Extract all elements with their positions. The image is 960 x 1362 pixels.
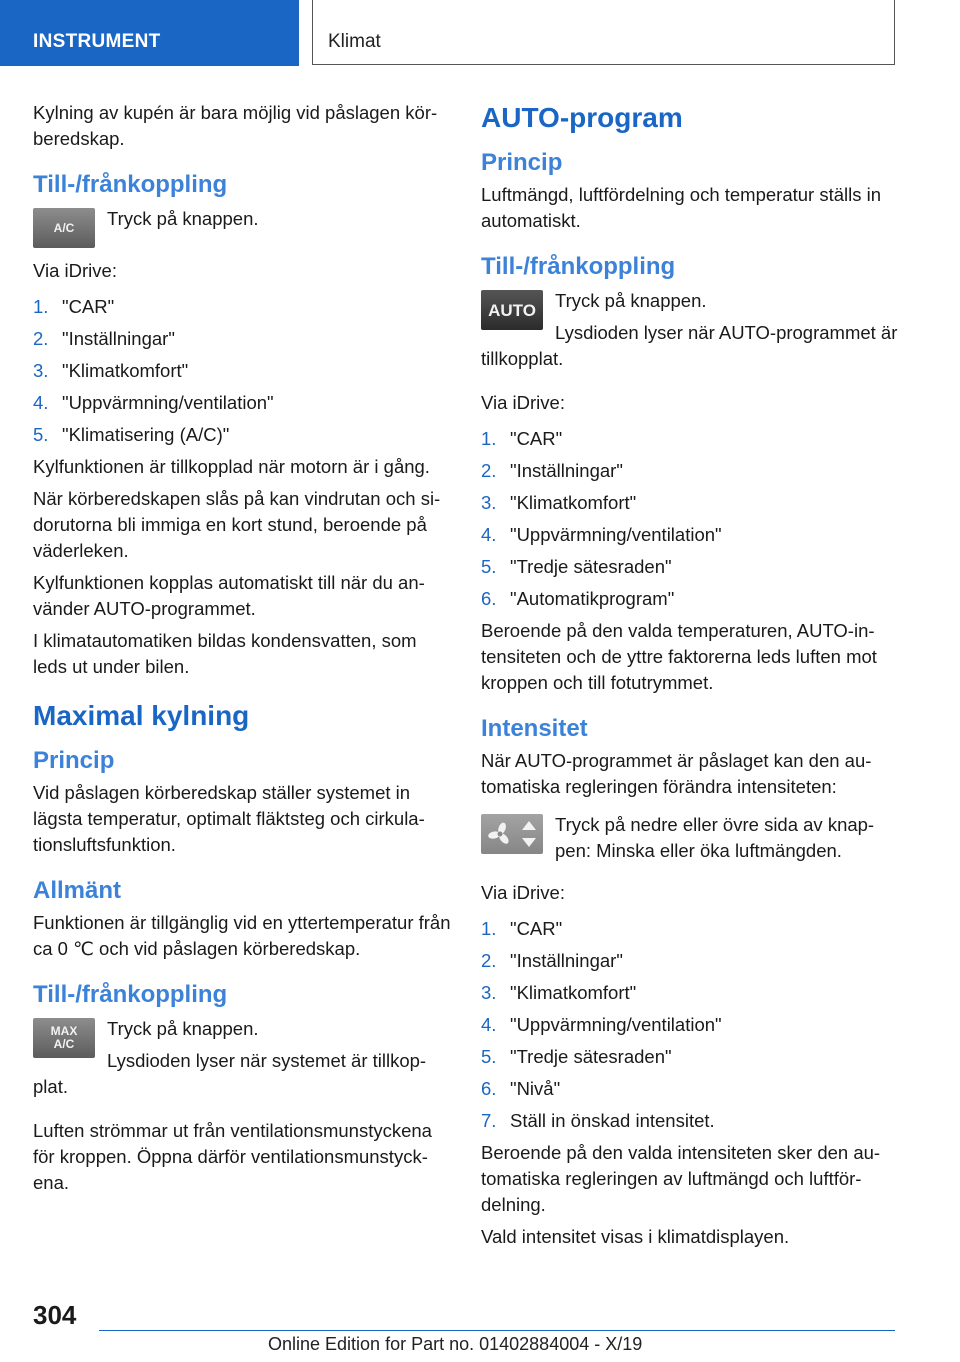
allmant-heading: Allmänt — [33, 877, 122, 904]
step-number: 3. — [481, 982, 497, 1003]
up-down-arrows-icon — [521, 819, 537, 849]
press-button-text: Tryck på knappen. — [107, 1018, 259, 1039]
princip-text: Luftmängd, luftfördelning och temperatur ställs in automatiskt. — [481, 184, 882, 231]
step-text: "Klimatkomfort" — [510, 982, 637, 1003]
step-number: 5. — [481, 556, 497, 577]
auto-icon-label: AUTO — [488, 300, 536, 320]
step-number: 2. — [33, 328, 49, 349]
step-number: 4. — [33, 392, 49, 413]
step-text: "CAR" — [510, 918, 563, 939]
right-column — [481, 100, 901, 1256]
step-text: "CAR" — [510, 428, 563, 449]
paragraph: Beroende på den valda intensiteten sker den au-tomatiska regleringen av luftmängd och luftför-delning. — [481, 1142, 881, 1215]
list-item — [481, 490, 901, 516]
list-item — [481, 916, 901, 942]
led-text: Lysdioden lyser när systemet är tillkop-plat. — [33, 1050, 427, 1097]
list-item — [481, 980, 901, 1006]
step-number: 7. — [481, 1110, 497, 1131]
fan-text: Tryck på nedre eller övre sida av knap-pen: Minska eller öka luftmängden. — [555, 814, 875, 861]
idrive-steps-2 — [481, 916, 901, 1134]
list-item — [481, 1044, 901, 1070]
paragraph: Vald intensitet visas i klimatdisplayen. — [481, 1226, 790, 1247]
fan-button-row — [481, 812, 901, 870]
fan-button-icon — [481, 814, 543, 854]
list-item — [481, 586, 901, 612]
list-item — [33, 294, 451, 320]
step-text: "Uppvärmning/ventilation" — [510, 1014, 722, 1035]
step-number: 3. — [33, 360, 49, 381]
section-title: INSTRUMENT — [33, 31, 161, 52]
step-text: "Inställningar" — [510, 460, 623, 481]
paragraph: Kylfunktionen kopplas automatiskt till när du an-vänder AUTO-programmet. — [33, 572, 425, 619]
air-text: Luften strömmar ut från ventilationsmunstyckena för kroppen. Öppna därför ventilationsmunstyck-ena. — [33, 1120, 432, 1193]
step-number: 5. — [33, 424, 49, 445]
step-text: "CAR" — [62, 296, 115, 317]
step-text: "Inställningar" — [62, 328, 175, 349]
ac-icon-label: A/C — [53, 220, 75, 235]
fan-icon — [487, 821, 513, 847]
step-text: "Inställningar" — [510, 950, 623, 971]
step-text: "Nivå" — [510, 1078, 561, 1099]
step-text: "Tredje sätesraden" — [510, 556, 672, 577]
via-idrive-label: Via iDrive: — [33, 260, 117, 281]
list-item — [481, 1108, 901, 1134]
list-item — [481, 522, 901, 548]
auto-program-heading: AUTO-program — [481, 102, 683, 133]
list-item — [33, 390, 451, 416]
princip-heading: Princip — [481, 149, 563, 176]
left-column — [33, 100, 451, 1202]
edition-text: Online Edition for Part no. 01402884004 - X/19 — [268, 1334, 643, 1354]
section-tab — [0, 0, 299, 66]
step-number: 2. — [481, 950, 497, 971]
list-item — [481, 426, 901, 452]
press-button-text: Tryck på knappen. — [555, 290, 707, 311]
list-item — [481, 458, 901, 484]
princip-heading: Princip — [33, 747, 115, 774]
intro-text: Kylning av kupén är bara möjlig vid påslagen kör-beredskap. — [33, 102, 438, 149]
idrive-steps — [481, 426, 901, 612]
step-number: 1. — [33, 296, 49, 317]
max-ac-button-icon — [33, 1018, 95, 1058]
paragraph: När körberedskapen slås på kan vindrutan och si-dorutorna bli immiga en kort stund, beroende på väderleken. — [33, 488, 441, 561]
list-item — [481, 948, 901, 974]
chapter-tab — [312, 0, 895, 65]
step-text: "Klimatisering (A/C)" — [62, 424, 230, 445]
max-ac-icon-label — [51, 1025, 78, 1051]
step-number: 1. — [481, 428, 497, 449]
intensitet-heading: Intensitet — [481, 715, 588, 742]
step-number: 4. — [481, 1014, 497, 1035]
list-item — [33, 358, 451, 384]
via-idrive-label: Via iDrive: — [481, 882, 565, 903]
list-item — [481, 1076, 901, 1102]
step-text: Ställ in önskad intensitet. — [510, 1110, 715, 1131]
auto-button-row — [481, 288, 901, 378]
max-icon-line2: A/C — [53, 1037, 75, 1051]
intensitet-text: När AUTO-programmet är påslaget kan den au-tomatiska regleringen förändra intensiteten: — [481, 750, 872, 797]
list-item — [481, 1012, 901, 1038]
idrive-steps — [33, 294, 451, 448]
step-text: "Klimatkomfort" — [62, 360, 189, 381]
max-cooling-heading: Maximal kylning — [33, 700, 250, 731]
list-item — [481, 554, 901, 580]
ac-button-icon — [33, 208, 95, 248]
list-item — [33, 326, 451, 352]
footer-divider — [99, 1330, 895, 1331]
chapter-title: Klimat — [328, 31, 381, 52]
ac-button-row — [33, 206, 451, 252]
step-number: 5. — [481, 1046, 497, 1067]
step-text: "Automatikprogram" — [510, 588, 675, 609]
step-number: 6. — [481, 1078, 497, 1099]
step-number: 3. — [481, 492, 497, 513]
step-number: 2. — [481, 460, 497, 481]
step-number: 1. — [481, 918, 497, 939]
paragraph: Beroende på den valda temperaturen, AUTO-in-tensiteten och de yttre faktorerna leds luften mot kroppen och till fotutrymmet. — [481, 620, 877, 693]
auto-button-icon — [481, 290, 543, 330]
allmant-text: Funktionen är tillgänglig vid en yttertemperatur från ca 0 ℃ och vid påslagen körberedskap. — [33, 912, 451, 959]
step-text: "Klimatkomfort" — [510, 492, 637, 513]
press-button-text: Tryck på knappen. — [107, 208, 259, 229]
step-number: 4. — [481, 524, 497, 545]
led-text: Lysdioden lyser när AUTO-programmet är tillkopplat. — [481, 322, 898, 369]
via-idrive-label: Via iDrive: — [481, 392, 565, 413]
onoff-heading-2: Till-/frånkoppling — [33, 981, 228, 1008]
paragraph: I klimatautomatiken bildas kondensvatten, som leds ut under bilen. — [33, 630, 417, 677]
step-number: 6. — [481, 588, 497, 609]
princip-text: Vid påslagen körberedskap ställer systemet in lägsta temperatur, optimalt fläktsteg och cirkula-tionsluftsfunktion. — [33, 782, 425, 855]
step-text: "Uppvärmning/ventilation" — [62, 392, 274, 413]
step-text: "Tredje sätesraden" — [510, 1046, 672, 1067]
max-ac-button-row — [33, 1016, 451, 1106]
list-item — [33, 422, 451, 448]
max-icon-line1: MAX — [50, 1024, 78, 1038]
onoff-heading: Till-/frånkoppling — [33, 171, 228, 198]
page-number: 304 — [33, 1300, 77, 1330]
onoff-heading: Till-/frånkoppling — [481, 253, 676, 280]
paragraph: Kylfunktionen är tillkopplad när motorn är i gång. — [33, 456, 430, 477]
step-text: "Uppvärmning/ventilation" — [510, 524, 722, 545]
